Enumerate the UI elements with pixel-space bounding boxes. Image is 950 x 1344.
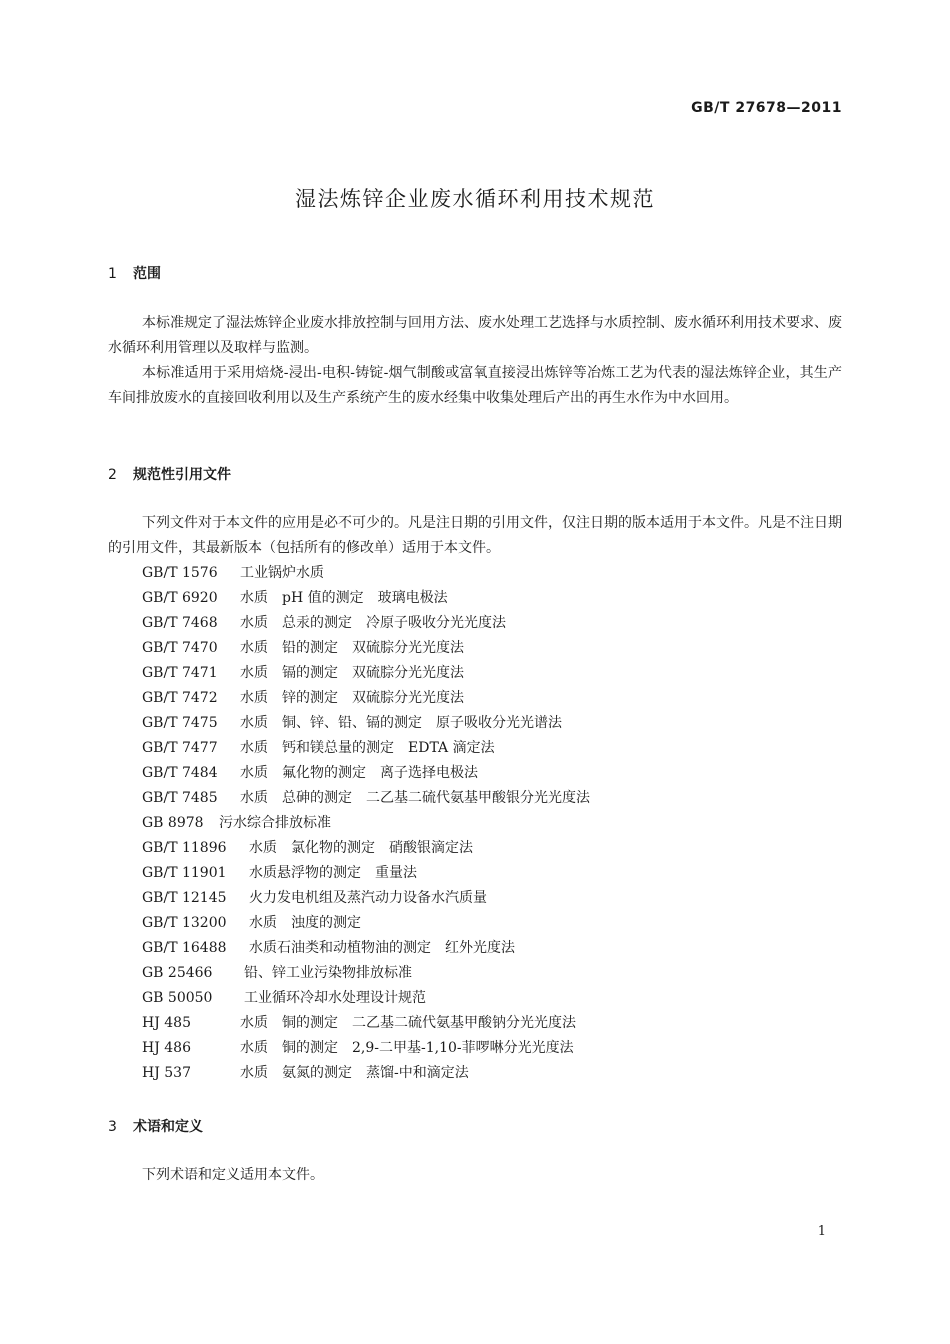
section-1-paragraph-2: 本标准适用于采用焙烧-浸出-电积-铸锭-烟气制酸或富氧直接浸出炼锌等冶炼工艺为代表的湿法炼锌企业，其生产车间排放废水的直接回收利用以及生产系统产生的废水经集中收集处理后产出的再生水作为中水回用。	[108, 365, 842, 406]
section-3-heading	[108, 1116, 203, 1136]
document-title: 湿法炼锌企业废水循环利用技术规范	[295, 187, 655, 211]
reference-code: GB/T 13200	[142, 915, 227, 931]
reference-item	[142, 1061, 590, 1086]
reference-code: GB/T 6920	[142, 590, 218, 606]
section-title: 范围	[133, 266, 161, 282]
reference-code: GB/T 7471	[142, 665, 218, 681]
reference-item	[142, 811, 590, 836]
reference-code: GB/T 7468	[142, 615, 218, 631]
reference-title: 水质 总汞的测定 冷原子吸收分光光度法	[240, 615, 506, 631]
reference-title: 水质石油类和动植物油的测定 红外光度法	[249, 940, 515, 956]
reference-item	[142, 661, 590, 686]
reference-item	[142, 1036, 590, 1061]
reference-code: HJ 486	[142, 1040, 191, 1056]
reference-item	[142, 1011, 590, 1036]
reference-code: GB/T 11901	[142, 865, 227, 881]
reference-code: GB/T 12145	[142, 890, 227, 906]
reference-title: 水质 钙和镁总量的测定 EDTA 滴定法	[240, 740, 495, 756]
section-1-heading	[108, 263, 161, 283]
section-number: 2	[108, 467, 117, 483]
reference-code: HJ 537	[142, 1065, 191, 1081]
reference-title: 水质 pH 值的测定 玻璃电极法	[240, 590, 448, 606]
reference-code: GB/T 7475	[142, 715, 218, 731]
section-1-paragraph-1: 本标准规定了湿法炼锌企业废水排放控制与回用方法、废水处理工艺选择与水质控制、废水循环利用技术要求、废水循环利用管理以及取样与监测。	[108, 315, 842, 356]
reference-title: 水质 铜的测定 2,9-二甲基-1,10-菲啰啉分光光度法	[240, 1040, 574, 1056]
reference-title: 工业循环冷却水处理设计规范	[244, 990, 426, 1006]
reference-title: 水质 铅的测定 双硫腙分光光度法	[240, 640, 464, 656]
reference-code: GB 25466	[142, 965, 213, 981]
reference-item	[142, 786, 590, 811]
reference-title: 火力发电机组及蒸汽动力设备水汽质量	[249, 890, 487, 906]
reference-code: GB 8978	[142, 815, 204, 831]
reference-item	[142, 761, 590, 786]
reference-code: GB/T 1576	[142, 565, 218, 581]
reference-code: GB/T 7470	[142, 640, 218, 656]
reference-title: 水质 浊度的测定	[249, 915, 361, 931]
reference-code: GB/T 16488	[142, 940, 227, 956]
section-title: 规范性引用文件	[133, 467, 231, 483]
reference-title: 铅、锌工业污染物排放标准	[244, 965, 412, 981]
standard-code: GB/T 27678—2011	[691, 100, 842, 116]
section-title: 术语和定义	[133, 1119, 203, 1135]
reference-title: 水质 总砷的测定 二乙基二硫代氨基甲酸银分光光度法	[240, 790, 590, 806]
reference-title: 水质 铜、锌、铅、镉的测定 原子吸收分光光谱法	[240, 715, 562, 731]
reference-item	[142, 686, 590, 711]
reference-code: HJ 485	[142, 1015, 191, 1031]
section-number: 1	[108, 266, 117, 282]
reference-title: 水质 镉的测定 双硫腙分光光度法	[240, 665, 464, 681]
normative-references-list	[142, 561, 590, 1086]
reference-code: GB 50050	[142, 990, 213, 1006]
reference-item	[142, 586, 590, 611]
section-2-paragraph-1: 下列文件对于本文件的应用是必不可少的。凡是注日期的引用文件，仅注日期的版本适用于本文件。凡是不注日期的引用文件，其最新版本（包括所有的修改单）适用于本文件。	[108, 515, 842, 556]
reference-item	[142, 936, 590, 961]
reference-item	[142, 986, 590, 1011]
reference-title: 水质 氯化物的测定 硝酸银滴定法	[249, 840, 473, 856]
section-number: 3	[108, 1119, 117, 1135]
reference-item	[142, 961, 590, 986]
reference-item	[142, 886, 590, 911]
reference-item	[142, 736, 590, 761]
reference-item	[142, 611, 590, 636]
reference-title: 水质 氟化物的测定 离子选择电极法	[240, 765, 478, 781]
reference-item	[142, 561, 590, 586]
reference-item	[142, 711, 590, 736]
reference-code: GB/T 7484	[142, 765, 218, 781]
reference-item	[142, 861, 590, 886]
reference-code: GB/T 7485	[142, 790, 218, 806]
page-number: 1	[817, 1224, 826, 1239]
reference-title: 水质 锌的测定 双硫腙分光光度法	[240, 690, 464, 706]
reference-title: 水质悬浮物的测定 重量法	[249, 865, 417, 881]
reference-title: 水质 氨氮的测定 蒸馏-中和滴定法	[240, 1065, 469, 1081]
reference-code: GB/T 7472	[142, 690, 218, 706]
reference-item	[142, 836, 590, 861]
section-2-heading	[108, 464, 231, 484]
reference-title: 污水综合排放标准	[219, 815, 331, 831]
reference-code: GB/T 11896	[142, 840, 227, 856]
reference-title: 水质 铜的测定 二乙基二硫代氨基甲酸钠分光光度法	[240, 1015, 576, 1031]
reference-item	[142, 636, 590, 661]
reference-code: GB/T 7477	[142, 740, 218, 756]
reference-item	[142, 911, 590, 936]
section-3-paragraph-1: 下列术语和定义适用本文件。	[142, 1167, 324, 1183]
reference-title: 工业锅炉水质	[240, 565, 324, 581]
